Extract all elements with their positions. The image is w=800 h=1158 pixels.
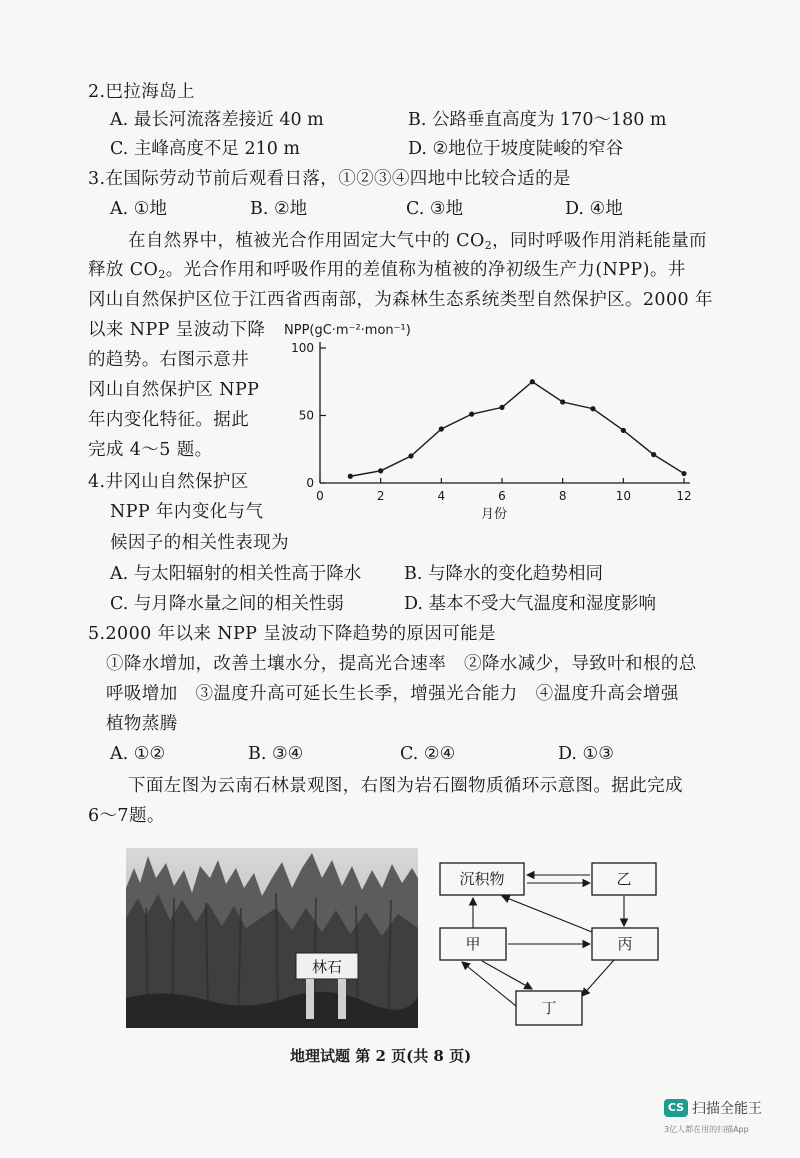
passage1-line4: 以来 NPP 呈波动下降 bbox=[88, 320, 266, 340]
y-tick-label: 0 bbox=[306, 476, 314, 490]
label-sediment: 沉积物 bbox=[459, 870, 505, 888]
label-yi: 乙 bbox=[616, 870, 632, 888]
data-point bbox=[530, 379, 535, 384]
q5-statement-line2: 呼吸增加 ③温度升高可延长生长季，增强光合能力 ④温度升高会增强 bbox=[106, 684, 679, 704]
camscanner-tagline: 3亿人都在用的扫描App bbox=[664, 1125, 749, 1134]
q2-stem: 2.巴拉海岛上 bbox=[88, 82, 195, 102]
q5-option-b: B. ③④ bbox=[248, 744, 304, 764]
passage1-line3: 冈山自然保护区位于江西省西南部，为森林生态系统类型自然保护区。2000 年 bbox=[88, 290, 713, 310]
y-tick-label: 50 bbox=[298, 408, 314, 423]
q5-option-c: C. ②④ bbox=[400, 744, 456, 764]
x-tick-label: 4 bbox=[437, 489, 446, 503]
q4-stem-line2: NPP 年内变化与气 bbox=[110, 502, 264, 522]
camscanner-name: 扫描全能王 bbox=[692, 1101, 762, 1117]
passage1-line2: 释放 $CO_2$。光合作用和呼吸作用的差值称为植被的净初级生产力(NPP)。井 bbox=[88, 260, 686, 281]
q5-stem: 5.2000 年以来 NPP 呈波动下降趋势的原因可能是 bbox=[88, 624, 496, 644]
data-point bbox=[348, 474, 353, 479]
x-tick-label: 8 bbox=[558, 489, 567, 503]
passage1-line5: 的趋势。右图示意井 bbox=[88, 350, 250, 370]
data-point bbox=[621, 428, 626, 433]
data-point bbox=[378, 468, 383, 473]
stone-forest-sign: 林石 bbox=[311, 958, 343, 976]
npp-series-line bbox=[350, 382, 684, 477]
passage1-line7: 年内变化特征。据此 bbox=[88, 410, 250, 430]
arrow-bing-to-ding bbox=[582, 960, 614, 996]
data-point bbox=[408, 453, 413, 458]
x-tick-label: 10 bbox=[615, 489, 631, 503]
passage1-line6: 冈山自然保护区 NPP bbox=[88, 380, 260, 400]
q3-option-a: A. ①地 bbox=[110, 199, 167, 219]
data-point bbox=[590, 406, 595, 411]
stone-forest-illustration bbox=[126, 848, 418, 1028]
page-footer: 地理试题 第 2 页(共 8 页) bbox=[290, 1047, 472, 1065]
chart-xlabel: 月份 bbox=[480, 507, 508, 522]
camscanner-logo-icon: CS bbox=[664, 1099, 688, 1117]
q3-option-c: C. ③地 bbox=[406, 199, 464, 219]
rock-cycle-diagram bbox=[432, 848, 692, 1033]
label-jia: 甲 bbox=[465, 935, 481, 953]
q5-statement-line3: 植物蒸腾 bbox=[106, 714, 178, 734]
chart-ylabel: NPP(gC·m⁻²·mon⁻¹) bbox=[284, 323, 411, 338]
q3-option-d: D. ④地 bbox=[565, 199, 623, 219]
q2-option-a: A. 最长河流落差接近 40 m bbox=[110, 110, 324, 130]
q2-option-b: B. 公路垂直高度为 170～180 m bbox=[408, 110, 667, 130]
npp-line-chart bbox=[280, 318, 700, 528]
arrow-ding-to-jia bbox=[462, 962, 516, 1006]
data-point bbox=[651, 452, 656, 457]
q4-stem-line1: 4.井冈山自然保护区 bbox=[88, 472, 249, 492]
x-tick-label: 12 bbox=[676, 489, 692, 503]
x-tick-label: 6 bbox=[498, 489, 506, 503]
passage2-line2: 6～7题。 bbox=[88, 806, 165, 826]
label-bing: 丙 bbox=[617, 935, 633, 953]
q2-option-c: C. 主峰高度不足 210 m bbox=[110, 139, 301, 159]
x-tick-label: 2 bbox=[376, 489, 385, 503]
passage2-line1: 下面左图为云南石林景观图，右图为岩石圈物质循环示意图。据此完成 bbox=[128, 776, 683, 796]
q2-option-d: D. ②地位于坡度陡峻的窄谷 bbox=[408, 139, 624, 159]
q4-option-c: C. 与月降水量之间的相关性弱 bbox=[110, 594, 344, 614]
label-ding: 丁 bbox=[541, 999, 557, 1017]
q3-stem: 3.在国际劳动节前后观看日落，①②③④四地中比较合适的是 bbox=[88, 169, 571, 189]
q5-option-a: A. ①② bbox=[110, 744, 166, 764]
q4-option-a: A. 与太阳辐射的相关性高于降水 bbox=[110, 564, 362, 584]
x-tick-label: 0 bbox=[316, 489, 324, 503]
stone-forest-photo bbox=[126, 848, 418, 1028]
data-point bbox=[439, 426, 444, 431]
q5-statement-line1: ①降水增加，改善土壤水分，提高光合速率 ②降水减少，导致叶和根的总 bbox=[106, 654, 697, 674]
data-point bbox=[681, 471, 686, 476]
data-point bbox=[560, 399, 565, 404]
q5-option-d: D. ①③ bbox=[558, 744, 614, 764]
q4-stem-line3: 候因子的相关性表现为 bbox=[110, 533, 289, 553]
arrow-bing-to-sediment bbox=[502, 896, 592, 932]
q4-option-b: B. 与降水的变化趋势相同 bbox=[404, 564, 603, 584]
data-point bbox=[469, 412, 474, 417]
data-point bbox=[499, 405, 504, 410]
q3-option-b: B. ②地 bbox=[250, 199, 308, 219]
passage1-line1: 在自然界中，植被光合作用固定大气中的 $CO_2$，同时呼吸作用消耗能量而 bbox=[128, 231, 707, 252]
passage1-line8: 完成 4～5 题。 bbox=[88, 440, 213, 460]
y-tick-label: 100 bbox=[291, 341, 314, 355]
q4-option-d: D. 基本不受大气温度和湿度影响 bbox=[404, 594, 657, 614]
